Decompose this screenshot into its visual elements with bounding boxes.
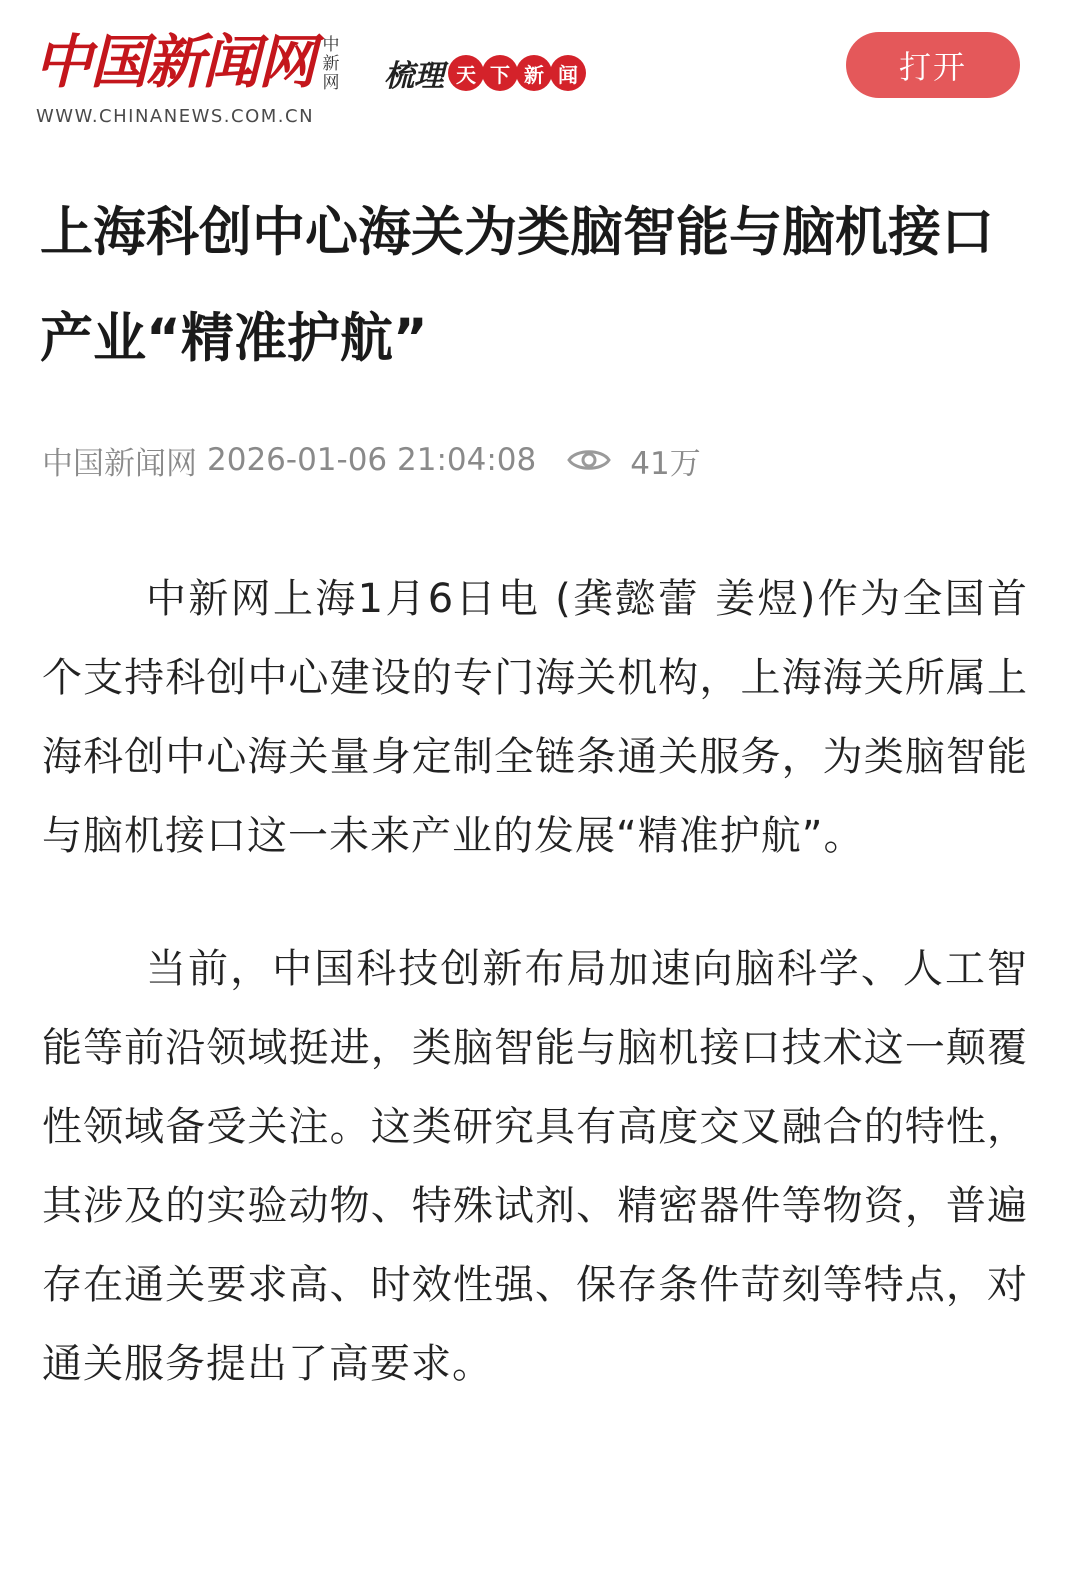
article-paragraph: 中新网上海1月6日电 (龚懿蕾 姜煜)作为全国首个支持科创中心建设的专门海关机构，上海海关所属上海科创中心海关量身定制全链条通关服务，为类脑智能与脑机接口这一未来产业的发展“精准护航”。 bbox=[42, 576, 1028, 859]
slogan-chip: 下 bbox=[482, 55, 518, 91]
open-app-button[interactable]: 打开 bbox=[846, 32, 1020, 98]
logo-url: WWW.CHINANEWS.COM.CN bbox=[36, 106, 315, 127]
app-header bbox=[0, 0, 1080, 150]
article-paragraph: 当前，中国科技创新布局加速向脑科学、人工智能等前沿领域挺进，类脑智能与脑机接口技术这一颠覆性领域备受关注。这类研究具有高度交叉融合的特性，其涉及的实验动物、特殊试剂、精密器件等物资，普遍存在通关要求高、时效性强、保存条件苛刻等特点，对通关服务提出了高要求。 bbox=[42, 946, 1028, 1387]
article-body bbox=[42, 560, 1028, 1458]
article-datetime: 2026-01-06 21:04:08 bbox=[207, 442, 537, 478]
slogan-chip: 新 bbox=[516, 55, 552, 91]
slogan-banner bbox=[384, 50, 586, 96]
article-meta bbox=[42, 432, 701, 488]
logo-vertical-text: 中新网 bbox=[322, 35, 340, 93]
view-count: 41万 bbox=[630, 445, 701, 482]
logo-wordmark: 中国新闻网 bbox=[34, 28, 315, 96]
article-title: 上海科创中心海关为类脑智能与脑机接口产业“精准护航” bbox=[40, 202, 994, 369]
article-source: 中国新闻网 bbox=[42, 445, 197, 482]
slogan-chip: 闻 bbox=[550, 55, 586, 91]
eye-icon bbox=[566, 445, 612, 475]
slogan-chip: 天 bbox=[448, 55, 484, 91]
site-logo[interactable] bbox=[34, 28, 354, 128]
slogan-text: 梳理 bbox=[384, 59, 444, 94]
